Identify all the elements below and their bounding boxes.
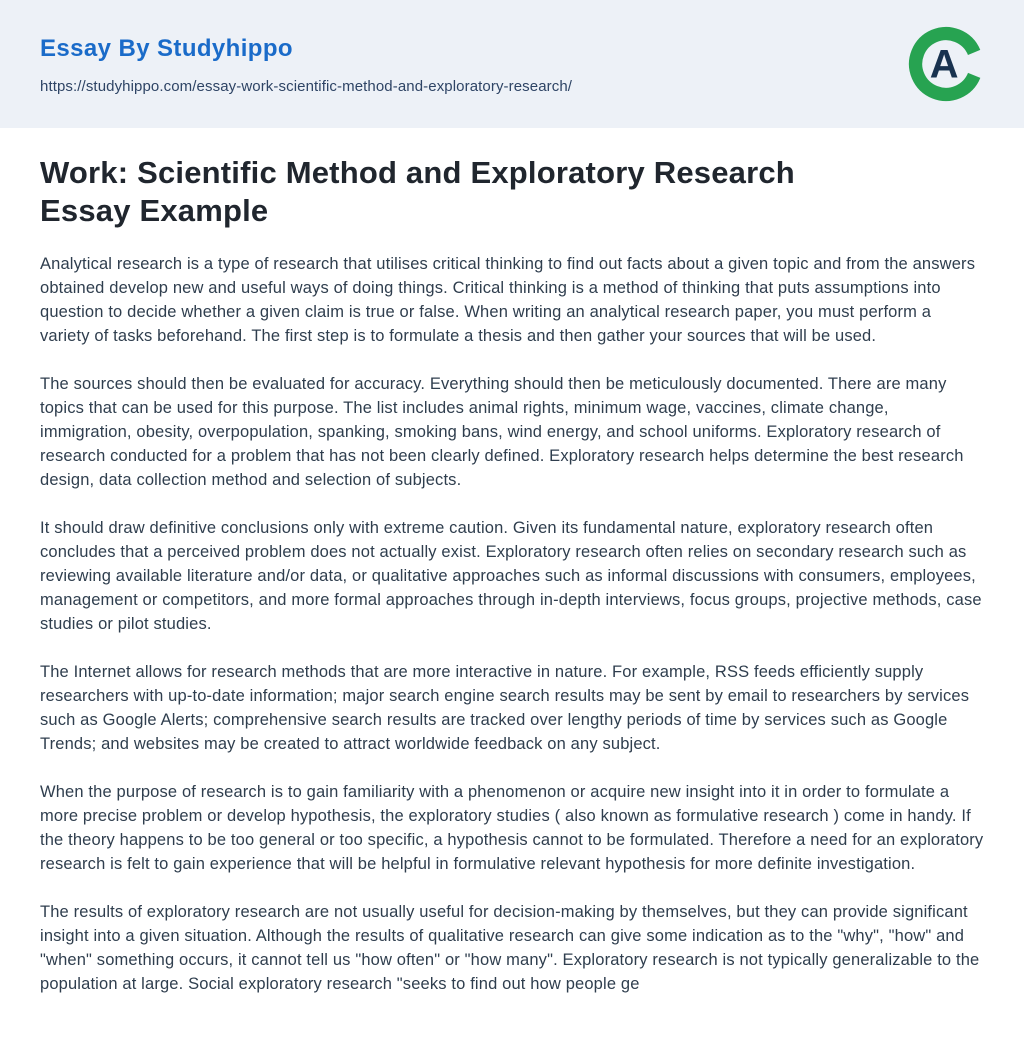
header-text-block [40,33,572,95]
logo-ring-icon [908,26,984,102]
article-body [40,252,984,996]
paragraph-1: Analytical research is a type of research that utilises critical thinking to find out facts about a given topic and from the answers obtained develop new and useful ways of doing things. Critical thinking is a method of thinking that puts assumptions into question to decide whether a given claim is true or false. When writing an analytical research paper, you must perform a variety of tasks beforehand. The first step is to formulate a thesis and then gather your sources that will be used. [40,254,976,345]
paragraph-2: The sources should then be evaluated for accuracy. Everything should then be meticulously documented. There are many topics that can be used for this purpose. The list includes animal rights, minimum wage, vaccines, climate change, immigration, obesity, overpopulation, spanking, smoking bans, wind energy, and school uniforms. Exploratory research of research conducted for a problem that has not been clearly defined. Exploratory research helps determine the best research design, data collection method and selection of subjects. [40,374,964,489]
page-header [0,0,1024,128]
article-title: Work: Scientific Method and Exploratory Research Essay Example [40,155,795,228]
paragraph-3: It should draw definitive conclusions only with extreme caution. Given its fundamental nature, exploratory research often concludes that a perceived problem does not actually exist. Exploratory research often relies on secondary research such as reviewing available literature and/or data, or qualitative approaches such as informal discussions with consumers, employees, management or competitors, and more formal approaches through in-depth interviews, focus groups, projective methods, case studies or pilot studies. [40,518,982,633]
studyhippo-logo [908,26,984,102]
paragraph-5: When the purpose of research is to gain familiarity with a phenomenon or acquire new insight into it in order to formulate a more precise problem or develop hypothesis, the exploratory studies ( also known as formulative research ) come in handy. If the theory happens to be too general or too specific, a hypothesis cannot to be formulated. Therefore a need for an exploratory research is felt to gain experience that will be helpful in formulative relevant hypothesis for more definite investigation. [40,782,984,873]
main-content [0,154,1024,996]
essay-url: https://studyhippo.com/essay-work-scientific-method-and-exploratory-research/ [40,78,573,95]
site-title: Essay By Studyhippo [40,35,293,62]
paragraph-6: The results of exploratory research are not usually useful for decision-making by themselves, but they can provide significant insight into a given situation. Although the results of qualitative research can give some indication as to the "why", "how" and "when" something occurs, it cannot tell us "how often" or "how many". Exploratory research is not typically generalizable to the population at large. Social exploratory research "seeks to find out how people ge [40,902,980,993]
paragraph-4: The Internet allows for research methods that are more interactive in nature. For example, RSS feeds efficiently supply researchers with up-to-date information; major search engine search results may be sent by email to researchers by services such as Google Alerts; comprehensive search results are tracked over lengthy periods of time by services such as Google Trends; and websites may be created to attract worldwide feedback on any subject. [40,662,970,753]
logo-letter: A [929,42,959,87]
